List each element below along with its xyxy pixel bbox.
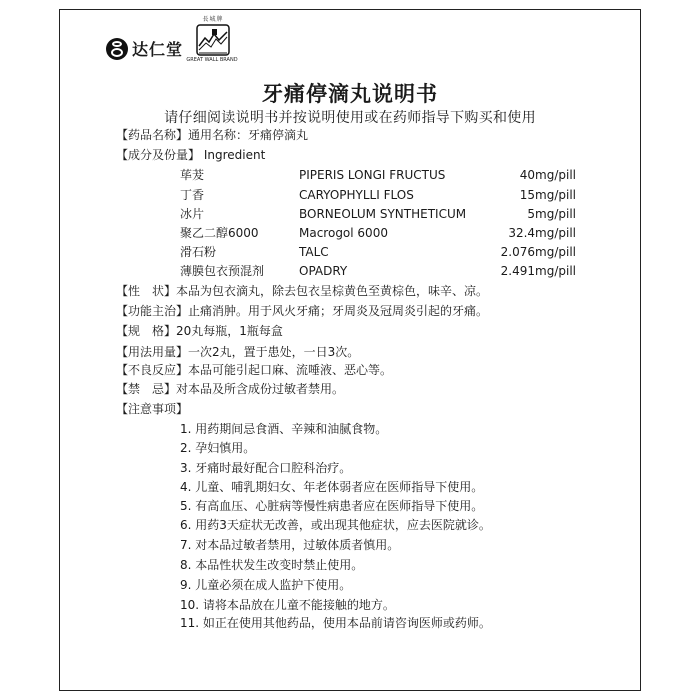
great-wall-emblem-icon [196, 24, 230, 56]
precaution-item: 8. 本品性状发生改变时禁止使用。 [180, 558, 364, 572]
ingredient-cn: 薄膜包衣预混剂 [180, 264, 265, 278]
ingredient-row [180, 167, 576, 183]
property-row-dosage [116, 344, 359, 360]
precaution-item: 3. 牙痛时最好配合口腔科治疗。 [180, 461, 352, 475]
ingredient-row [180, 225, 576, 241]
ingredient-en: BORNEOLUM SYNTHETICUM [299, 207, 467, 221]
brand-emblem-icon [106, 38, 128, 60]
property-row-contraindications [116, 381, 344, 397]
ingredient-dose: 5mg/pill [527, 207, 576, 221]
ingredient-row [180, 263, 576, 279]
header [0, 0, 700, 80]
ingredient-dose: 2.076mg/pill [500, 245, 576, 259]
precaution-item: 1. 用药期间忌食酒、辛辣和油腻食物。 [180, 422, 388, 436]
composition-header [116, 147, 265, 163]
ingredient-en: CARYOPHYLLI FLOS [299, 188, 414, 202]
ingredient-cn: 荜茇 [180, 168, 205, 182]
ingredient-row [180, 187, 576, 203]
great-wall-logo [188, 14, 238, 63]
precaution-item: 9. 儿童必须在成人监护下使用。 [180, 578, 352, 592]
precaution-item: 5. 有高血压、心脏病等慢性病患者应在医师指导下使用。 [180, 499, 484, 513]
precaution-item: 2. 孕妇慎用。 [180, 441, 256, 455]
precaution-item: 4. 儿童、哺乳期妇女、年老体弱者应在医师指导下使用。 [180, 480, 484, 494]
property-label: 【规 格】 [116, 324, 177, 338]
ingredient-cn: 聚乙二醇6000 [180, 226, 259, 240]
ingredient-cn: 丁香 [180, 188, 205, 202]
property-value: 一次2丸，置于患处，一日3次。 [188, 345, 360, 359]
ingredient-row [180, 244, 576, 260]
great-wall-caption: GREAT WALL BRAND [186, 57, 238, 63]
composition-label-en: Ingredient [203, 148, 266, 162]
property-row-specification [116, 323, 283, 339]
drug-name-row [116, 127, 308, 143]
property-value: 对本品及所含成份过敏者禁用。 [176, 382, 345, 396]
ingredient-en: TALC [299, 245, 329, 259]
property-label: 【功能主治】 [116, 304, 189, 318]
ingredient-cn: 冰片 [180, 207, 205, 221]
property-label: 【不良反应】 [116, 363, 189, 377]
precautions-header: 【注意事项】 [116, 402, 189, 416]
drug-name-label: 【药品名称】 [116, 128, 189, 142]
precaution-item: 11. 如正在使用其他药品，使用本品前请咨询医师或药师。 [180, 616, 491, 630]
property-value: 20丸每瓶，1瓶每盒 [176, 324, 283, 338]
brand-logo [106, 37, 183, 60]
property-row-appearance [116, 283, 488, 299]
precaution-item: 7. 对本品过敏者禁用，过敏体质者慎用。 [180, 538, 400, 552]
ingredient-en: Macrogol 6000 [299, 226, 388, 240]
property-value: 本品可能引起口麻、流唾液、恶心等。 [188, 363, 393, 377]
ingredient-dose: 15mg/pill [519, 188, 576, 202]
precaution-item: 10. 请将本品放在儿童不能接触的地方。 [180, 598, 395, 612]
composition-label: 【成分及份量】 [116, 148, 201, 162]
property-row-adverse-reactions [116, 362, 392, 378]
property-value: 本品为包衣滴丸，除去包衣呈棕黄色至黄棕色，味辛、凉。 [176, 284, 489, 298]
drug-name-value: 通用名称：牙痛停滴丸 [188, 128, 309, 142]
ingredient-row [180, 206, 576, 222]
ingredient-dose: 32.4mg/pill [508, 226, 576, 240]
document-title: 牙痛停滴丸说明书 [262, 82, 438, 106]
property-label: 【禁 忌】 [116, 382, 177, 396]
document-subtitle: 请仔细阅读说明书并按说明使用或在药师指导下购买和使用 [164, 110, 536, 126]
great-wall-chinese-mark: 長城牌 [202, 16, 224, 23]
ingredient-cn: 滑石粉 [180, 245, 217, 259]
property-value: 止痛消肿。用于风火牙痛；牙周炎及冠周炎引起的牙痛。 [188, 304, 489, 318]
ingredient-en: PIPERIS LONGI FRUCTUS [299, 168, 446, 182]
property-row-indications [116, 303, 488, 319]
ingredient-dose: 2.491mg/pill [500, 264, 576, 278]
ingredient-dose: 40mg/pill [519, 168, 576, 182]
precaution-item: 6. 用药3天症状无改善，或出现其他症状，应去医院就诊。 [180, 518, 491, 532]
brand-name: 达仁堂 [132, 40, 184, 59]
property-label: 【性 状】 [116, 284, 177, 298]
property-label: 【用法用量】 [116, 345, 189, 359]
ingredient-en: OPADRY [299, 264, 348, 278]
